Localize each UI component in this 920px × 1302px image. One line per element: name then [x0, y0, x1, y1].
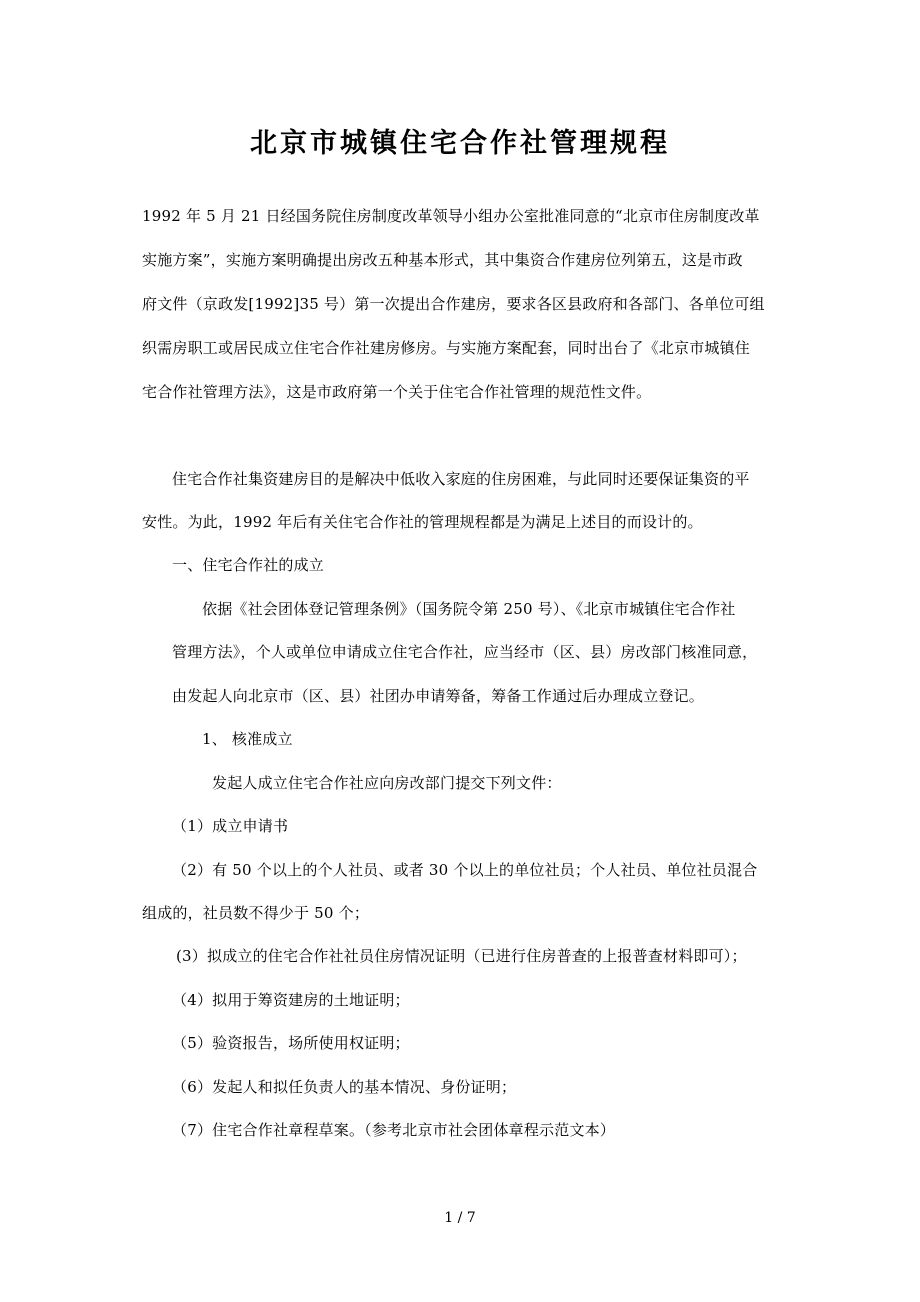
purpose-line: 住宅合作社集资建房目的是解决中低收入家庭的住房困难，与此同时还要保证集资的平 — [172, 470, 750, 488]
intro-line: 府文件（京政发[1992]35 号）第一次提出合作建房，要求各区县政府和各部门、各单位可组 — [142, 295, 765, 313]
section-body-line: 管理方法》，个人或单位申请成立住宅合作社，应当经市（区、县）房改部门核准同意， — [172, 643, 758, 661]
subsection-intro: 发起人成立住宅合作社应向房改部门提交下列文件： — [212, 774, 562, 792]
intro-line: 宅合作社管理方法》，这是市政府第一个关于住宅合作社管理的规范性文件。 — [142, 383, 652, 401]
list-item: （1）成立申请书 — [172, 817, 289, 835]
subsection-heading: 1、 核准成立 — [202, 730, 293, 748]
section-body-line: 依据《社会团体登记管理条例》（国务院令第 250 号）、《北京市城镇住宅合作社 — [202, 600, 736, 618]
intro-line: 织需房职工或居民成立住宅合作社建房修房。与实施方案配套，同时出台了《北京市城镇住 — [142, 339, 751, 357]
list-item: （2）有 50 个以上的个人社员、或者 30 个以上的单位社员；个人社员、单位社员混合 — [172, 861, 758, 879]
list-item: （5）验资报告，场所使用权证明； — [172, 1034, 410, 1052]
intro-line: 实施方案”，实施方案明确提出房改五种基本形式，其中集资合作建房位列第五，这是市政 — [142, 251, 743, 269]
list-item: （7）住宅合作社章程草案。（参考北京市社会团体章程示范文本） — [172, 1121, 616, 1139]
list-item: 组成的，社员数不得少于 50 个； — [142, 904, 370, 922]
intro-line: 1992 年 5 月 21 日经国务院住房制度改革领导小组办公室批准同意的“北京市住房制度改革 — [142, 207, 760, 225]
list-item: （6）发起人和拟任负责人的基本情况、身份证明； — [172, 1078, 517, 1096]
list-item: （4）拟用于筹资建房的土地证明； — [172, 991, 410, 1009]
purpose-line: 安性。为此，1992 年后有关住宅合作社的管理规程都是为满足上述目的而设计的。 — [142, 513, 703, 531]
page-title: 北京市城镇住宅合作社管理规程 — [250, 128, 670, 159]
list-item: (3）拟成立的住宅合作社社员住房情况证明（已进行住房普查的上报普查材料即可）； — [176, 947, 747, 965]
section-body-line: 由发起人向北京市（区、县）社团办申请筹备，筹备工作通过后办理成立登记。 — [172, 687, 705, 705]
section-heading: 一、住宅合作社的成立 — [172, 556, 325, 574]
page-number: 1 / 7 — [444, 1210, 476, 1226]
